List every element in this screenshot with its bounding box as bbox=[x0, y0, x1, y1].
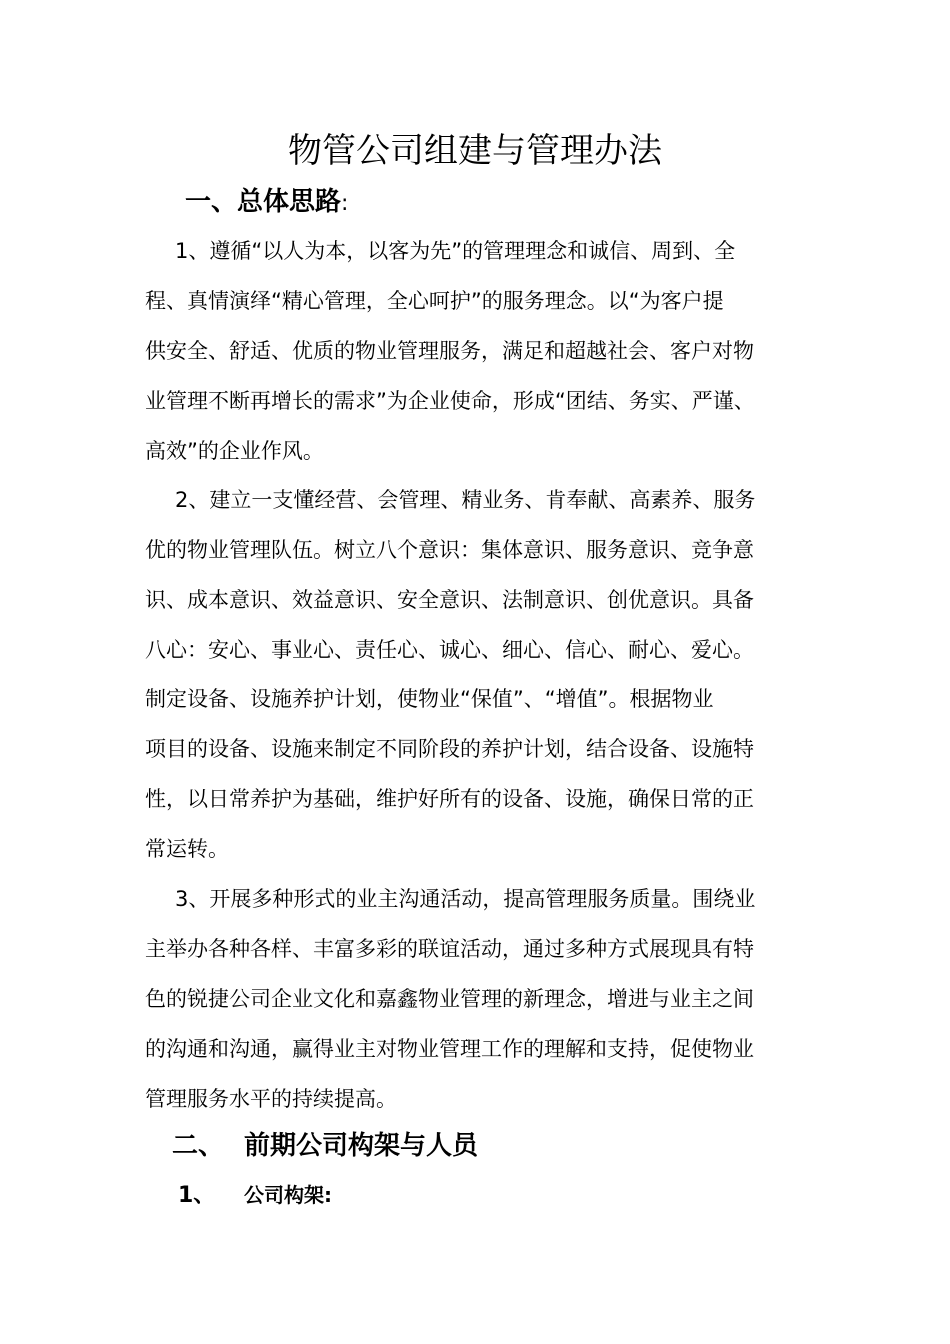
subsection-label: 公司构架 bbox=[244, 1183, 324, 1207]
section-heading-colon: : bbox=[341, 191, 349, 216]
paragraph-line: 供安全、舒适、优质的物业管理服务，满足和超越社会、客户对物 bbox=[145, 339, 754, 363]
paragraph-line: 2、建立一支懂经营、会管理、精业务、肯奉献、高素养、服务 bbox=[175, 488, 756, 512]
paragraph-line: 3、开展多种形式的业主沟通活动，提高管理服务质量。围绕业 bbox=[175, 887, 756, 911]
subsection-heading-company-structure bbox=[178, 1180, 332, 1211]
paragraph-4 bbox=[145, 874, 825, 1124]
paragraph-line: 项目的设备、设施来制定不同阶段的养护计划，结合设备、设施特 bbox=[145, 737, 754, 761]
paragraph-line: 1、遵循“以人为本，以客为先”的管理理念和诚信、周到、全 bbox=[175, 239, 736, 263]
paragraph-line: 色的锐捷公司企业文化和嘉鑫物业管理的新理念，增进与业主之间 bbox=[145, 987, 754, 1011]
paragraph-line: 的沟通和沟通，赢得业主对物业管理工作的理解和支持，促使物业 bbox=[145, 1037, 754, 1061]
paragraph-line: 性，以日常养护为基础，维护好所有的设备、设施，确保日常的正 bbox=[145, 787, 754, 811]
paragraph-line: 业管理不断再增长的需求”为企业使命，形成“团结、务实、严谨、 bbox=[145, 389, 755, 413]
paragraph-line: 识、成本意识、效益意识、安全意识、法制意识、创优意识。具备 bbox=[145, 588, 754, 612]
subsection-colon: : bbox=[324, 1183, 332, 1207]
paragraph-line: 八心：安心、事业心、责任心、诚心、细心、信心、耐心、爱心。 bbox=[145, 638, 754, 662]
section-heading-text: 一、总体思路 bbox=[185, 187, 342, 217]
subsection-number: 1、 bbox=[178, 1183, 216, 1208]
paragraph-line: 优的物业管理队伍。树立八个意识：集体意识、服务意识、竞争意 bbox=[145, 538, 754, 562]
paragraph-line: 主举办各种各样、丰富多彩的联谊活动，通过多种方式展现具有特 bbox=[145, 937, 754, 961]
paragraph-1 bbox=[145, 226, 825, 476]
section-heading-overall-approach bbox=[185, 184, 348, 222]
paragraph-line: 常运转。 bbox=[145, 837, 229, 861]
paragraph-line: 高效”的企业作风。 bbox=[145, 439, 324, 463]
paragraph-line: 程、真情演绎“精心管理，全心呵护”的服务理念。以“为客户提 bbox=[145, 289, 724, 313]
paragraph-line: 制定设备、设施养护计划，使物业“保值”、“增值”。根据物业 bbox=[145, 687, 714, 711]
section-number: 二、 bbox=[172, 1131, 225, 1161]
paragraph-3 bbox=[145, 674, 825, 874]
document-title: 物管公司组建与管理办法 bbox=[288, 131, 662, 171]
paragraph-2 bbox=[145, 475, 825, 675]
paragraph-line: 管理服务水平的持续提高。 bbox=[145, 1087, 397, 1111]
section-heading-early-structure bbox=[172, 1128, 478, 1164]
section-heading-text: 前期公司构架与人员 bbox=[244, 1131, 479, 1161]
